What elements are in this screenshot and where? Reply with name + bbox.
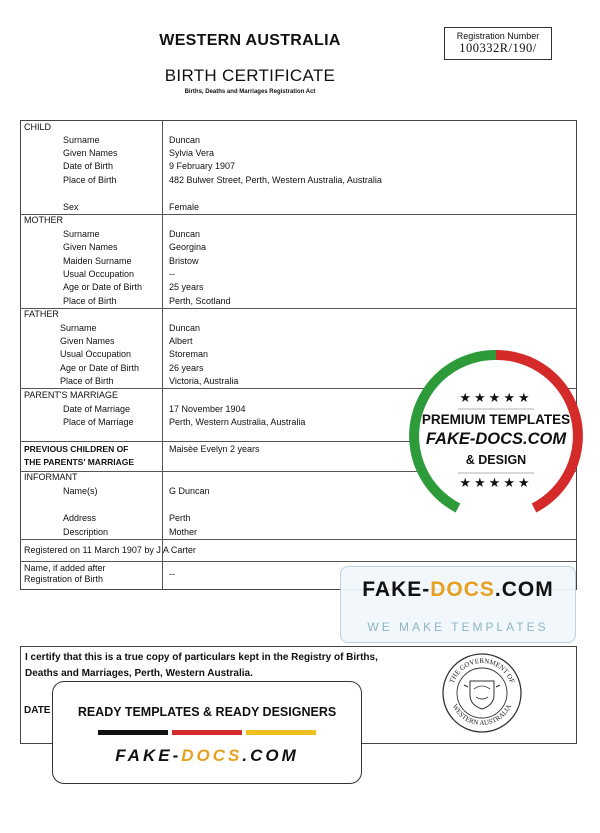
registration-number: 100332R/190/ <box>459 41 537 55</box>
mother-given-label: Given Names <box>63 242 118 252</box>
father-pob-label: Place of Birth <box>60 376 114 386</box>
banner-tagline: WE MAKE TEMPLATES <box>367 620 549 634</box>
child-given-label: Given Names <box>63 148 118 158</box>
name-added-line2: Registration of Birth <box>24 574 104 584</box>
badge-line1: PREMIUM TEMPLATES <box>421 412 571 427</box>
father-pob: Victoria, Australia <box>169 376 239 386</box>
informant-address-label: Address <box>63 513 97 523</box>
divider <box>20 539 577 540</box>
date-label: DATE <box>24 705 51 716</box>
section-child: CHILD <box>24 122 52 132</box>
father-occupation: Storeman <box>169 349 209 359</box>
mother-surname: Duncan <box>169 229 201 239</box>
badge-stars-bottom: ★★★★★ <box>459 475 533 490</box>
section-mother: MOTHER <box>24 215 63 225</box>
ready-templates-title: READY TEMPLATES & READY DESIGNERS <box>77 705 337 719</box>
stripe-red <box>172 730 242 735</box>
name-added-label <box>24 563 106 585</box>
informant-name: G Duncan <box>169 486 210 496</box>
informant-description: Mother <box>169 527 198 537</box>
badge-stars-top: ★★★★★ <box>459 390 533 405</box>
divider <box>20 308 577 309</box>
child-dob: 9 February 1907 <box>169 161 236 171</box>
mother-occupation: -- <box>169 269 175 279</box>
previous-children-label <box>24 443 134 469</box>
seal-top-text: THE GOVERNMENT OF <box>447 656 517 685</box>
mother-maiden-label: Maiden Surname <box>63 256 132 266</box>
mother-age: 25 years <box>169 282 204 292</box>
father-age: 26 years <box>169 363 204 373</box>
father-given: Albert <box>169 336 193 346</box>
section-father: FATHER <box>24 309 59 319</box>
certification-text: I certify that this is a true copy of particulars kept in the Registry of Births, Deaths and Marriages, Perth, Western Australia. <box>25 652 378 679</box>
mother-pob: Perth, Scotland <box>169 296 231 306</box>
act-subtitle: Births, Deaths and Marriages Registration Act <box>184 89 316 95</box>
mother-surname-label: Surname <box>63 229 100 239</box>
child-sex-label: Sex <box>63 202 79 212</box>
section-marriage: PARENT'S MARRIAGE <box>24 390 119 400</box>
registered-line: Registered on 11 March 1907 by J A Carter <box>24 545 196 555</box>
name-added-line1: Name, if added after <box>24 563 106 573</box>
document-title: BIRTH CERTIFICATE <box>164 66 336 85</box>
mother-maiden: Bristow <box>169 256 199 266</box>
stripe-black <box>98 730 168 735</box>
child-pob-label: Place of Birth <box>63 175 117 185</box>
crest-shield-icon <box>470 681 494 709</box>
child-dob-label: Date of Birth <box>63 161 114 171</box>
previous-children-line1: PREVIOUS CHILDREN OF <box>24 444 129 454</box>
divider <box>20 214 577 215</box>
informant-name-label: Name(s) <box>63 486 98 496</box>
previous-children-value: Maisèe Evelyn 2 years <box>169 444 260 454</box>
box-brand-c: .COM <box>242 746 299 765</box>
box-brand-a: FAKE- <box>115 746 182 765</box>
informant-address: Perth <box>169 513 191 523</box>
mother-pob-label: Place of Birth <box>63 296 117 306</box>
child-surname: Duncan <box>169 135 201 145</box>
state-title: WESTERN AUSTRALIA <box>159 32 341 49</box>
registration-box <box>444 27 552 60</box>
marriage-place: Perth, Western Australia, Australia <box>169 417 306 427</box>
banner-brand-a: FAKE- <box>362 578 431 601</box>
mother-given: Georgina <box>169 242 207 252</box>
banner-brand-c: .COM <box>494 578 554 601</box>
badge-line3: & DESIGN <box>465 453 527 467</box>
banner-brand-b: DOCS <box>430 578 495 601</box>
father-surname-label: Surname <box>60 323 97 333</box>
marriage-date-label: Date of Marriage <box>63 404 131 414</box>
father-surname: Duncan <box>169 323 201 333</box>
mother-age-label: Age or Date of Birth <box>63 282 143 292</box>
ready-templates-brand <box>52 746 362 766</box>
registration-label: Registration Number <box>456 31 540 41</box>
banner-brand <box>340 578 576 602</box>
government-seal <box>440 651 524 735</box>
stripe-yellow <box>246 730 316 735</box>
marriage-date: 17 November 1904 <box>169 404 246 414</box>
father-age-label: Age or Date of Birth <box>60 363 140 373</box>
child-given: Sylvia Vera <box>169 148 215 158</box>
child-sex: Female <box>169 202 200 212</box>
column-divider <box>162 120 163 590</box>
divider <box>20 561 577 562</box>
previous-children-line2: THE PARENTS' MARRIAGE <box>24 457 135 467</box>
child-pob: 482 Bulwer Street, Perth, Western Australia, Australia <box>169 175 382 185</box>
swan-icon <box>474 686 490 699</box>
informant-description-label: Description <box>63 527 109 537</box>
marriage-place-label: Place of Marriage <box>63 417 134 427</box>
mother-occupation-label: Usual Occupation <box>63 269 135 279</box>
seal-bottom-text: WESTERN AUSTRALIA <box>450 702 514 728</box>
name-added-value: -- <box>169 569 175 579</box>
badge-line2: FAKE-DOCS.COM <box>425 430 567 448</box>
father-occupation-label: Usual Occupation <box>60 349 132 359</box>
father-given-label: Given Names <box>60 336 115 346</box>
section-informant: INFORMANT <box>24 472 78 482</box>
box-brand-b: DOCS <box>181 746 243 765</box>
child-surname-label: Surname <box>63 135 100 145</box>
